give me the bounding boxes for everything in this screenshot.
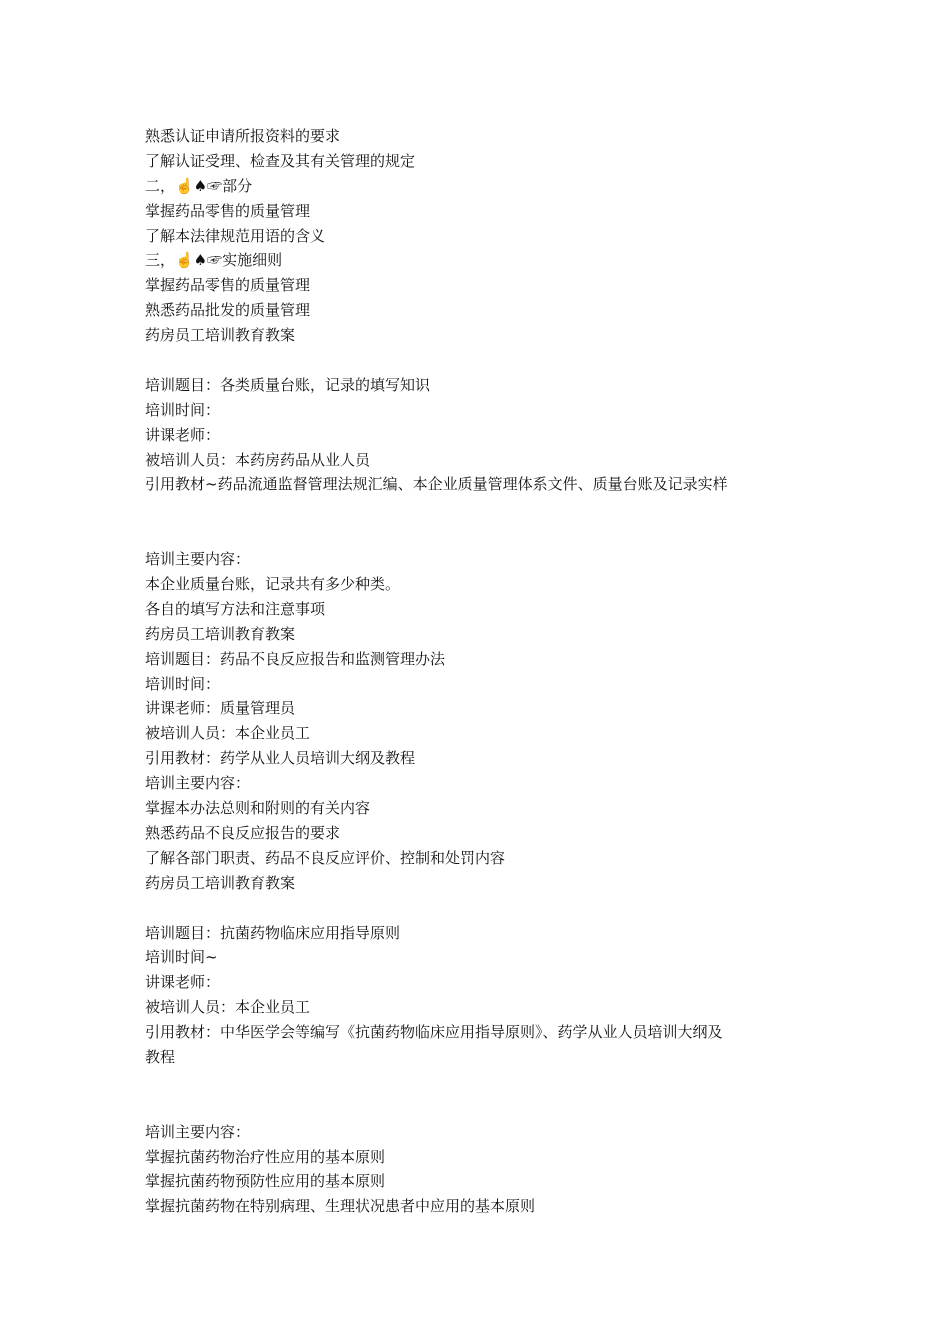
main-content-heading: 培训主要内容： — [145, 550, 251, 569]
text-line: 了解本法律规范用语的含义 — [145, 226, 326, 245]
main-content-heading: 培训主要内容： — [145, 774, 251, 793]
blank-line — [145, 348, 825, 373]
blank-line — [145, 896, 825, 921]
reference-materials: 引用教材：药学从业人员培训大纲及教程 — [145, 749, 416, 768]
document-body — [145, 124, 825, 1219]
text-line: 熟悉认证申请所报资料的要求 — [145, 127, 341, 145]
text-line: 掌握药品零售的质量管理 — [145, 201, 311, 220]
text-line: 掌握药品零售的质量管理 — [145, 276, 311, 295]
section-heading: 三，☝♠☞实施细则 — [145, 251, 283, 270]
text-line: 熟悉药品批发的质量管理 — [145, 301, 311, 320]
section-heading: 二，☝♠☞部分 — [145, 176, 253, 195]
lecturer: 讲课老师： — [145, 973, 221, 992]
plan-title: 药房员工培训教育教案 — [145, 873, 296, 892]
blank-line — [145, 1070, 825, 1095]
reference-materials: 引用教材：中华医学会等编写《抗菌药物临床应用指导原则》、药学从业人员培训大纲及 — [145, 1023, 723, 1042]
text-line: 本企业质量台账，记录共有多少种类。 — [145, 575, 401, 594]
text-line: 熟悉药品不良反应报告的要求 — [145, 823, 341, 842]
lecturer: 讲课老师：质量管理员 — [145, 699, 296, 718]
text-line: 了解认证受理、检查及其有关管理的规定 — [145, 151, 416, 170]
training-topic: 培训题目：药品不良反应报告和监测管理办法 — [145, 649, 446, 668]
text-line: 教程 — [145, 1047, 176, 1066]
training-time: 培训时间~ — [145, 948, 218, 967]
text-line: 掌握抗菌药物治疗性应用的基本原则 — [145, 1147, 386, 1166]
blank-line — [145, 522, 825, 547]
training-time: 培训时间： — [145, 400, 221, 419]
plan-title: 药房员工培训教育教案 — [145, 326, 296, 345]
text-line: 掌握抗菌药物在特别病理、生理状况患者中应用的基本原则 — [145, 1197, 536, 1216]
lecturer: 讲课老师： — [145, 425, 221, 444]
plan-title: 药房员工培训教育教案 — [145, 624, 296, 643]
reference-materials: 引用教材~药品流通监督管理法规汇编、本企业质量管理体系文件、质量台账及记录实样 — [145, 475, 728, 494]
text-line: 掌握本办法总则和附则的有关内容 — [145, 799, 371, 818]
text-line: 了解各部门职责、药品不良反应评价、控制和处罚内容 — [145, 848, 506, 867]
text-line: 掌握抗菌药物预防性应用的基本原则 — [145, 1172, 386, 1191]
blank-line — [145, 1095, 825, 1120]
trainees: 被培训人员：本药房药品从业人员 — [145, 450, 371, 469]
training-topic: 培训题目：抗菌药物临床应用指导原则 — [145, 923, 401, 942]
trainees: 被培训人员：本企业员工 — [145, 724, 311, 743]
blank-line — [145, 497, 825, 522]
training-topic: 培训题目：各类质量台账，记录的填写知识 — [145, 375, 431, 394]
text-line: 各自的填写方法和注意事项 — [145, 599, 326, 618]
training-time: 培训时间： — [145, 674, 221, 693]
trainees: 被培训人员：本企业员工 — [145, 998, 311, 1017]
main-content-heading: 培训主要内容： — [145, 1122, 251, 1141]
